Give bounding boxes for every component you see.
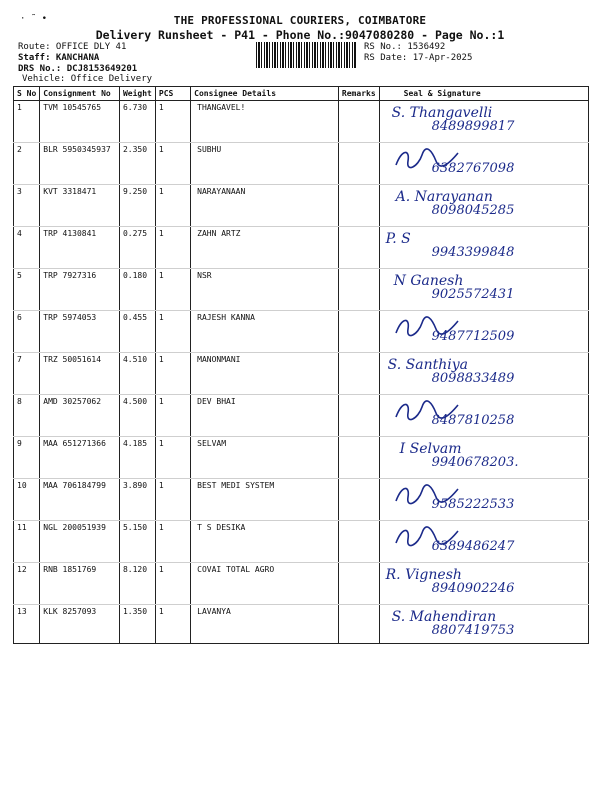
row-remarks bbox=[338, 605, 379, 644]
row-pcs: 1 bbox=[155, 269, 190, 311]
row-consignee: ZAHN ARTZ bbox=[191, 227, 339, 269]
table-row bbox=[14, 311, 589, 353]
row-remarks bbox=[338, 479, 379, 521]
row-signature bbox=[379, 269, 588, 311]
handwritten-phone: 9025572431 bbox=[431, 287, 515, 302]
row-signature bbox=[379, 101, 588, 143]
row-consignee: SELVAM bbox=[191, 437, 339, 479]
row-sno: 2 bbox=[14, 143, 40, 185]
row-consignment-no: TRP 7927316 bbox=[40, 269, 120, 311]
row-pcs: 1 bbox=[155, 227, 190, 269]
table-header-row bbox=[14, 87, 589, 101]
row-consignment-no: BLR 5950345937 bbox=[40, 143, 120, 185]
row-pcs: 1 bbox=[155, 437, 190, 479]
table-row bbox=[14, 101, 589, 143]
row-remarks bbox=[338, 311, 379, 353]
handwritten-phone: 9943399848 bbox=[431, 245, 515, 260]
table-row bbox=[14, 395, 589, 437]
table-row bbox=[14, 269, 589, 311]
company-title: THE PROFESSIONAL COURIERS, COIMBATORE bbox=[173, 14, 427, 27]
row-signature bbox=[379, 479, 588, 521]
row-pcs: 1 bbox=[155, 353, 190, 395]
row-consignee: NARAYANAAN bbox=[191, 185, 339, 227]
row-remarks bbox=[338, 185, 379, 227]
col-header-sno: S No bbox=[14, 87, 40, 101]
runsheet-table bbox=[13, 86, 589, 644]
row-consignment-no: RNB 1851769 bbox=[40, 563, 120, 605]
row-consignee: MANONMANI bbox=[191, 353, 339, 395]
col-header-signature: Seal & Signature bbox=[379, 87, 588, 101]
handwritten-name: P. S bbox=[385, 231, 411, 247]
row-sno: 4 bbox=[14, 227, 40, 269]
row-remarks bbox=[338, 353, 379, 395]
row-remarks bbox=[338, 269, 379, 311]
handwritten-phone: 8489899817 bbox=[431, 119, 515, 134]
row-consignment-no: TRP 5974053 bbox=[40, 311, 120, 353]
row-consignment-no: TRZ 50051614 bbox=[40, 353, 120, 395]
row-consignee: SUBHU bbox=[191, 143, 339, 185]
row-pcs: 1 bbox=[155, 521, 190, 563]
rs-date: RS Date: 17-Apr-2025 bbox=[364, 53, 473, 63]
handwritten-phone: 9487712509 bbox=[431, 329, 515, 344]
handwritten-phone: 6382767098 bbox=[431, 161, 515, 176]
col-header-weight: Weight bbox=[119, 87, 155, 101]
handwritten-name: I Selvam bbox=[399, 441, 462, 457]
row-consignment-no: MAA 706184799 bbox=[40, 479, 120, 521]
handwritten-name: R. Vignesh bbox=[385, 567, 462, 583]
row-weight: 2.350 bbox=[119, 143, 155, 185]
row-signature bbox=[379, 353, 588, 395]
row-remarks bbox=[338, 521, 379, 563]
row-weight: 1.350 bbox=[119, 605, 155, 644]
row-sno: 1 bbox=[14, 101, 40, 143]
row-consignment-no: KLK 8257093 bbox=[40, 605, 120, 644]
row-pcs: 1 bbox=[155, 143, 190, 185]
corner-marks: · ˜ • bbox=[20, 14, 48, 24]
handwritten-name: S. Thangavelli bbox=[391, 105, 493, 121]
row-signature bbox=[379, 395, 588, 437]
table-row bbox=[14, 227, 589, 269]
handwritten-phone: 9585222533 bbox=[431, 497, 515, 512]
row-consignee: NSR bbox=[191, 269, 339, 311]
row-consignee: LAVANYA bbox=[191, 605, 339, 644]
row-consignment-no: TVM 10545765 bbox=[40, 101, 120, 143]
row-weight: 0.455 bbox=[119, 311, 155, 353]
handwritten-phone: 8807419753 bbox=[431, 623, 515, 638]
row-signature bbox=[379, 185, 588, 227]
row-remarks bbox=[338, 437, 379, 479]
row-pcs: 1 bbox=[155, 605, 190, 644]
row-consignee: T S DESIKA bbox=[191, 521, 339, 563]
row-signature bbox=[379, 227, 588, 269]
row-signature bbox=[379, 605, 588, 644]
row-signature bbox=[379, 563, 588, 605]
barcode bbox=[256, 42, 356, 68]
handwritten-name: A. Narayanan bbox=[395, 189, 493, 205]
row-sno: 10 bbox=[14, 479, 40, 521]
row-sno: 6 bbox=[14, 311, 40, 353]
row-consignee: DEV BHAI bbox=[191, 395, 339, 437]
col-header-remarks: Remarks bbox=[338, 87, 379, 101]
row-sno: 11 bbox=[14, 521, 40, 563]
row-consignee: COVAI TOTAL AGRO bbox=[191, 563, 339, 605]
handwritten-phone: 6389486247 bbox=[431, 539, 515, 554]
row-pcs: 1 bbox=[155, 479, 190, 521]
row-weight: 3.890 bbox=[119, 479, 155, 521]
table-row bbox=[14, 605, 589, 644]
table-row bbox=[14, 437, 589, 479]
row-consignee: BEST MEDI SYSTEM bbox=[191, 479, 339, 521]
row-sno: 3 bbox=[14, 185, 40, 227]
row-remarks bbox=[338, 143, 379, 185]
row-pcs: 1 bbox=[155, 395, 190, 437]
drs-number: DRS No.: DCJ8153649201 bbox=[18, 64, 138, 74]
table-row bbox=[14, 353, 589, 395]
handwritten-phone: 8098833489 bbox=[431, 371, 515, 386]
col-header-consignment: Consignment No bbox=[40, 87, 120, 101]
handwritten-name: S. Mahendiran bbox=[391, 609, 497, 625]
row-sno: 12 bbox=[14, 563, 40, 605]
row-weight: 5.150 bbox=[119, 521, 155, 563]
table-row bbox=[14, 479, 589, 521]
row-weight: 0.275 bbox=[119, 227, 155, 269]
row-consignment-no: NGL 200051939 bbox=[40, 521, 120, 563]
table-row bbox=[14, 521, 589, 563]
staff-label: Staff: KANCHANA bbox=[18, 53, 100, 63]
row-consignment-no: AMD 30257062 bbox=[40, 395, 120, 437]
handwritten-phone: 9940678203. bbox=[431, 455, 519, 470]
row-sno: 13 bbox=[14, 605, 40, 644]
vehicle-label: Vehicle: Office Delivery bbox=[22, 74, 153, 84]
row-consignment-no: MAA 651271366 bbox=[40, 437, 120, 479]
row-weight: 4.500 bbox=[119, 395, 155, 437]
handwritten-phone: 8487810258 bbox=[431, 413, 515, 428]
row-pcs: 1 bbox=[155, 563, 190, 605]
row-consignment-no: KVT 3318471 bbox=[40, 185, 120, 227]
handwritten-phone: 8098045285 bbox=[431, 203, 515, 218]
row-remarks bbox=[338, 101, 379, 143]
row-sno: 9 bbox=[14, 437, 40, 479]
col-header-pcs: PCS bbox=[155, 87, 190, 101]
row-weight: 4.510 bbox=[119, 353, 155, 395]
runsheet-subtitle: Delivery Runsheet - P41 - Phone No.:9047080280 - Page No.:1 bbox=[95, 28, 505, 42]
row-remarks bbox=[338, 563, 379, 605]
route-label: Route: OFFICE DLY 41 bbox=[18, 42, 127, 52]
handwritten-phone: 8940902246 bbox=[431, 581, 515, 596]
row-weight: 6.730 bbox=[119, 101, 155, 143]
row-sno: 5 bbox=[14, 269, 40, 311]
row-signature bbox=[379, 311, 588, 353]
handwritten-name: S. Santhiya bbox=[387, 357, 468, 373]
row-pcs: 1 bbox=[155, 101, 190, 143]
table-row bbox=[14, 185, 589, 227]
row-consignment-no: TRP 4130841 bbox=[40, 227, 120, 269]
table-row bbox=[14, 143, 589, 185]
row-signature bbox=[379, 521, 588, 563]
row-signature bbox=[379, 437, 588, 479]
row-consignee: RAJESH KANNA bbox=[191, 311, 339, 353]
handwritten-name: N Ganesh bbox=[393, 273, 464, 289]
table-row bbox=[14, 563, 589, 605]
row-pcs: 1 bbox=[155, 311, 190, 353]
row-sno: 8 bbox=[14, 395, 40, 437]
row-sno: 7 bbox=[14, 353, 40, 395]
row-pcs: 1 bbox=[155, 185, 190, 227]
row-weight: 0.180 bbox=[119, 269, 155, 311]
row-weight: 9.250 bbox=[119, 185, 155, 227]
rs-number: RS No.: 1536492 bbox=[364, 42, 446, 52]
row-weight: 8.120 bbox=[119, 563, 155, 605]
row-remarks bbox=[338, 227, 379, 269]
row-weight: 4.185 bbox=[119, 437, 155, 479]
row-remarks bbox=[338, 395, 379, 437]
row-consignee: THANGAVEL! bbox=[191, 101, 339, 143]
col-header-consignee: Consignee Details bbox=[191, 87, 339, 101]
row-signature bbox=[379, 143, 588, 185]
